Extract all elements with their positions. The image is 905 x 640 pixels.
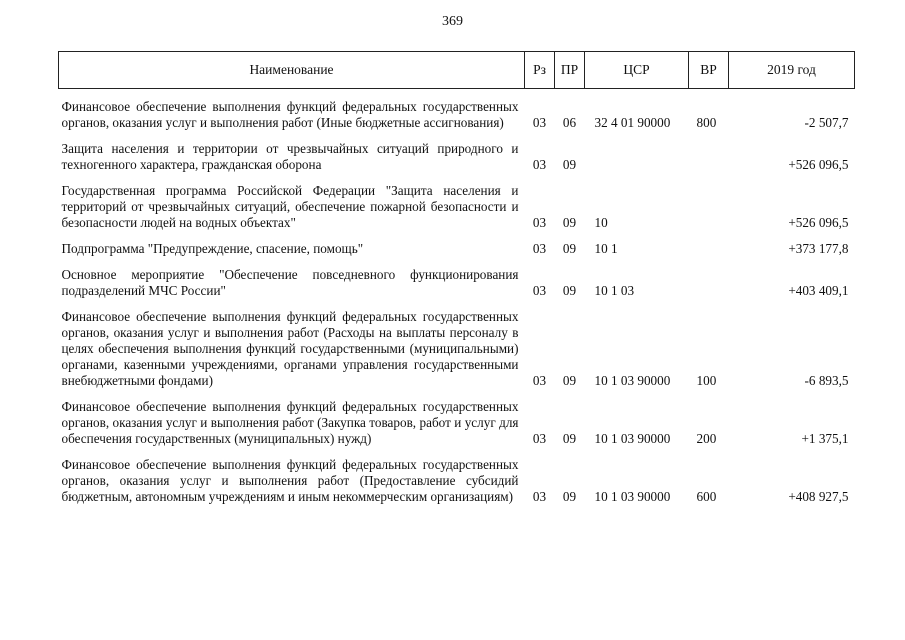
row-amount: +1 375,1 — [801, 431, 849, 446]
row-name: Финансовое обеспечение выполнения функций федеральных государственных органов, оказания услуг и выполнения работ (Иные бюджетные ассигнования) — [61, 99, 519, 130]
header-name: Наименование — [59, 52, 525, 89]
table-row — [59, 183, 855, 231]
row-amount: +526 096,5 — [788, 157, 849, 172]
header-vr: ВР — [689, 52, 729, 89]
row-vr — [689, 241, 729, 257]
header-csr: ЦСР — [585, 52, 689, 89]
row-name: Финансовое обеспечение выполнения функций федеральных государственных органов, оказания услуг и выполнения работ (Закупка товаров, работ и услуг для обеспечения государственных (муниципальных) нужд) — [61, 399, 519, 446]
table-header-row — [59, 52, 855, 89]
row-rz: 03 — [532, 215, 547, 230]
row-rz: 03 — [532, 373, 547, 388]
row-rz: 03 — [532, 157, 547, 172]
budget-table — [58, 51, 855, 505]
row-pr: 09 — [562, 283, 577, 298]
row-csr: 10 1 03 90000 — [594, 431, 671, 446]
row-pr: 09 — [562, 489, 577, 504]
header-pr: ПР — [555, 52, 585, 89]
table-row — [59, 399, 855, 447]
row-csr: 10 1 — [594, 241, 618, 256]
row-amount: -6 893,5 — [804, 373, 849, 388]
row-vr — [689, 183, 729, 231]
table-row — [59, 309, 855, 389]
row-amount: +526 096,5 — [788, 215, 849, 230]
row-pr: 09 — [562, 373, 577, 388]
table-row — [59, 457, 855, 505]
row-vr: 200 — [696, 431, 717, 446]
row-csr — [585, 141, 689, 173]
row-name: Финансовое обеспечение выполнения функций федеральных государственных органов, оказания услуг и выполнения работ (Предоставление субсидий бюджетным, автономным учреждениям и иным некоммерческим организациям) — [61, 457, 519, 504]
row-amount: -2 507,7 — [804, 115, 849, 130]
row-vr: 800 — [696, 115, 717, 130]
row-pr: 06 — [562, 115, 577, 130]
row-vr: 100 — [696, 373, 717, 388]
row-csr: 32 4 01 90000 — [594, 115, 671, 130]
row-pr: 09 — [562, 241, 577, 256]
row-name: Основное мероприятие "Обеспечение повседневного функционирования подразделений МЧС России" — [61, 267, 519, 298]
row-csr: 10 1 03 — [594, 283, 635, 298]
row-amount: +403 409,1 — [788, 283, 849, 298]
row-vr: 600 — [696, 489, 717, 504]
row-vr — [689, 267, 729, 299]
row-vr — [689, 141, 729, 173]
row-csr: 10 — [594, 215, 608, 230]
row-csr: 10 1 03 90000 — [594, 373, 671, 388]
row-amount: +408 927,5 — [788, 489, 849, 504]
row-name: Финансовое обеспечение выполнения функций федеральных государственных органов, оказания услуг и выполнения работ (Расходы на выплаты персоналу в целях обеспечения выполнения функций государственными (муниципальными) органами, казенными учреждениями, органами управления государственными внебюджетными фондами) — [61, 309, 519, 388]
row-name: Защита населения и территории от чрезвычайных ситуаций природного и техногенного характера, гражданская оборона — [61, 141, 519, 172]
row-pr: 09 — [562, 157, 577, 172]
row-name: Подпрограмма "Предупреждение, спасение, помощь" — [61, 241, 364, 256]
row-csr: 10 1 03 90000 — [594, 489, 671, 504]
row-amount: +373 177,8 — [788, 241, 849, 256]
row-rz: 03 — [532, 115, 547, 130]
table-row — [59, 99, 855, 131]
header-amount: 2019 год — [729, 52, 855, 89]
row-name: Государственная программа Российской Федерации "Защита населения и территорий от чрезвычайных ситуаций, обеспечение пожарной безопасности и безопасности людей на водных объектах" — [61, 183, 519, 230]
row-rz: 03 — [532, 241, 547, 256]
row-rz: 03 — [532, 431, 547, 446]
table-row — [59, 141, 855, 173]
row-rz: 03 — [532, 283, 547, 298]
header-rz: Рз — [525, 52, 555, 89]
row-pr: 09 — [562, 215, 577, 230]
page-number: 369 — [442, 14, 463, 29]
row-rz: 03 — [532, 489, 547, 504]
row-pr: 09 — [562, 431, 577, 446]
table-row — [59, 241, 855, 257]
table-row — [59, 267, 855, 299]
